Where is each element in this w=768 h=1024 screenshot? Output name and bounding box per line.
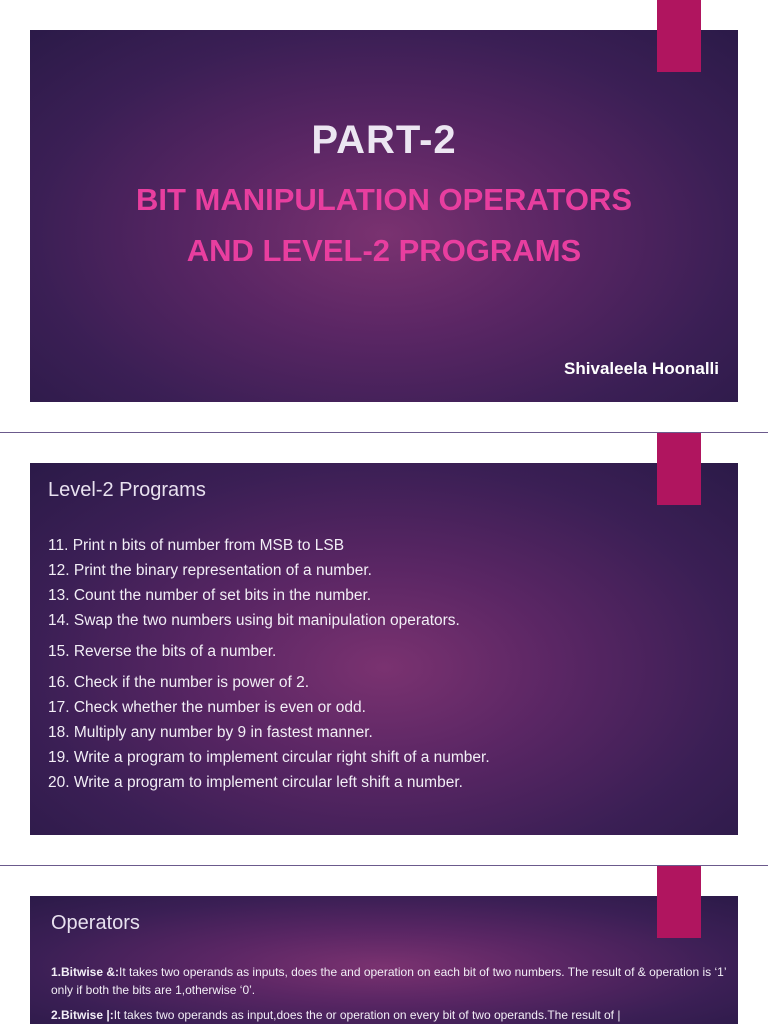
slide-divider	[0, 432, 768, 433]
author-name: Shivaleela Hoonalli	[564, 359, 719, 378]
slide-divider	[0, 865, 768, 866]
list-item: 11. Print n bits of number from MSB to LSB	[48, 537, 345, 554]
accent-tab	[657, 433, 701, 505]
list-item: 17. Check whether the number is even or odd.	[48, 699, 366, 716]
program-list	[48, 533, 490, 795]
operator-description	[51, 963, 731, 999]
accent-tab	[657, 866, 701, 938]
programs-slide	[30, 463, 738, 835]
list-item: 14. Swap the two numbers using bit manipulation operators.	[48, 612, 460, 629]
operator-text: It takes two operands as input,does the or operation on every bit of two operands.The result of |	[113, 1008, 621, 1022]
list-item: 12. Print the binary representation of a number.	[48, 562, 372, 579]
list-item: 15. Reverse the bits of a number.	[48, 643, 277, 660]
slide-heading: Operators	[51, 912, 140, 934]
list-item: 16. Check if the number is power of 2.	[48, 674, 310, 691]
slide-subtitle-line-1: BIT MANIPULATION OPERATORS	[136, 182, 632, 217]
operator-label: 2.Bitwise |:	[51, 1008, 114, 1022]
title-slide	[30, 30, 738, 402]
operator-description	[51, 1006, 731, 1024]
operator-text: It takes two operands as inputs, does the and operation on each bit of two numbers. The result of & operation is ‘1’ only if both the bits are 1,otherwise ‘0’.	[51, 965, 727, 997]
list-item: 19. Write a program to implement circular right shift of a number.	[48, 749, 490, 766]
accent-tab	[657, 0, 701, 72]
operator-label: 1.Bitwise &:	[51, 965, 120, 979]
slide-subtitle-line-2: AND LEVEL-2 PROGRAMS	[186, 233, 582, 268]
list-item: 20. Write a program to implement circular left shift a number.	[48, 774, 463, 791]
operators-slide	[30, 896, 738, 1024]
slide-heading: Level-2 Programs	[48, 479, 206, 501]
slide-title: PART-2	[311, 118, 457, 162]
list-item: 13. Count the number of set bits in the number.	[48, 587, 372, 604]
list-item: 18. Multiply any number by 9 in fastest manner.	[48, 724, 373, 741]
